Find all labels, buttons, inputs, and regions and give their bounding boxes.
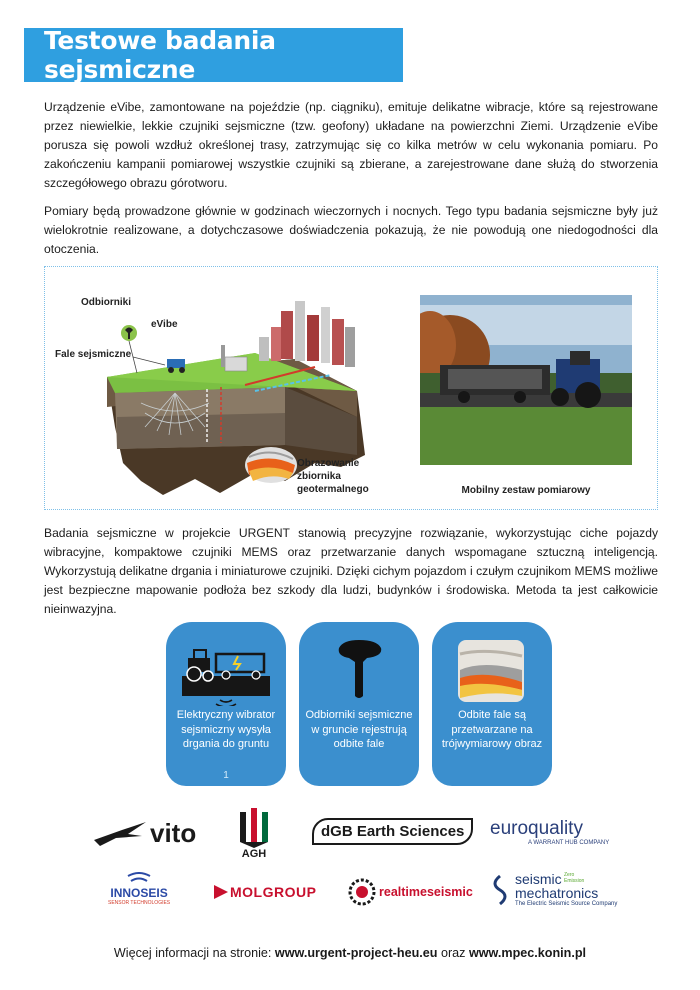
card-number: 1 [223,770,229,781]
logo-dgb [312,818,473,845]
molgroup-arrow-icon [214,885,228,899]
label-reservoir-imaging: Obrazowanie zbiornika geotermalnego [297,458,369,495]
urgent-method-paragraph: Badania sejsmiczne w projekcie URGENT stanowią precyzyjne rozwiązanie, wykorzystując ciche pojazdy wibracyjne, kompaktowe czujniki MEMS oraz przetwarzanie danych wspomagane sztuczną inteligencją. Wykorzystują delikatne drgania i miniaturowe czujniki. Dzięki cichym pojazdom i czułym czujnikom MEMS możliwe jest bezpieczne mapowanie podłoża bez szkody dla ludzi, budynków i środowiska. Metoda ta jest całkowicie nieinwazyjna. [44,526,658,616]
dgb-mark: dGB Earth Sciences [312,818,473,845]
logo-realtimeseismic: realtimeseismic [348,878,479,906]
realtime-mandala-icon [348,878,376,906]
label-evibe: eVibe [151,319,178,330]
schedule-paragraph: Pomiary będą prowadzone głównie w godzinach wieczornych i nocnych. Tego typu badania sejsmiczne były już wielokrotnie realizowane, a dotychczasowe doświadczenia pokazują, że nie powodują one niedogodności dla otoczenia. [44,204,658,256]
seismic-mechatronics-icon [488,874,512,906]
tractor-vibrator-icon [176,634,276,706]
vito-bird-icon [92,820,148,848]
link-urgent-project[interactable]: www.urgent-project-heu.eu [274,946,438,960]
zero-emission-badge: Zero Emission [564,872,585,884]
logo-euroquality: euroquality A WARRANT HUB COMPANY [490,818,610,846]
illustration-panel [44,266,658,510]
card-text: Elektryczny wibrator sejsmiczny wysyła drgania do gruntu [176,709,276,750]
innoseis-waves-icon [124,872,154,886]
intro-paragraph: Urządzenie eVibe, zamontowane na pojeździe (np. ciągniku), emituje delikatne wibracje, które są rejestrowane przez niewielkie, lekkie czujniki sejsmiczne (tzw. geofony) układane na powierzchni Ziemi. Urządzenie eVibe porusza się powoli wzdłuż określonej trasy, zatrzymując się co kilka metrów w celu wykonania pomiaru. Po zakończeniu kampanii pomiarowej wszystkie czujniki są zbierane, a zarejestrowane dane służą do stworzenia szczegółowego obrazu górotworu. [44,100,658,190]
process-cards [166,622,552,786]
logo-vito: vito [92,818,196,849]
label-seismic-waves: Fale sejsmiczne [55,349,132,360]
link-mpec-konin[interactable]: www.mpec.konin.pl [468,946,587,960]
logo-seismic-mechatronics: seismic mechatronics The Electric Seismic Source Company Zero Emission [488,872,617,907]
label-receivers: Odbiorniki [81,297,131,308]
card-receivers [299,622,419,786]
footer-more-info: Więcej informacji na stronie: www.urgent-project-heu.eu oraz www.mpec.konin.pl [113,946,587,960]
logo-innoseis: INNOSEIS SENSOR TECHNOLOGIES [108,872,170,906]
card-text: Odbite fale są przetwarzane na trójwymiarowy obraz [441,709,543,750]
page-title: Testowe badania sejsmiczne [24,28,403,82]
logo-molgroup: MOLGROUP [214,884,316,900]
logo-agh: AGH [238,808,270,860]
card-vibrator [166,622,286,786]
card-text: Odbiorniki sejsmiczne w gruncie rejestrują odbite fale [305,709,413,750]
photo-caption: Mobilny zestaw pomiarowy [461,485,591,496]
subsurface-3d-icon [442,634,542,706]
agh-emblem-icon [238,808,270,848]
mobile-unit-photo [420,295,632,465]
geophone-icon [309,634,409,706]
card-3d-image [432,622,552,786]
